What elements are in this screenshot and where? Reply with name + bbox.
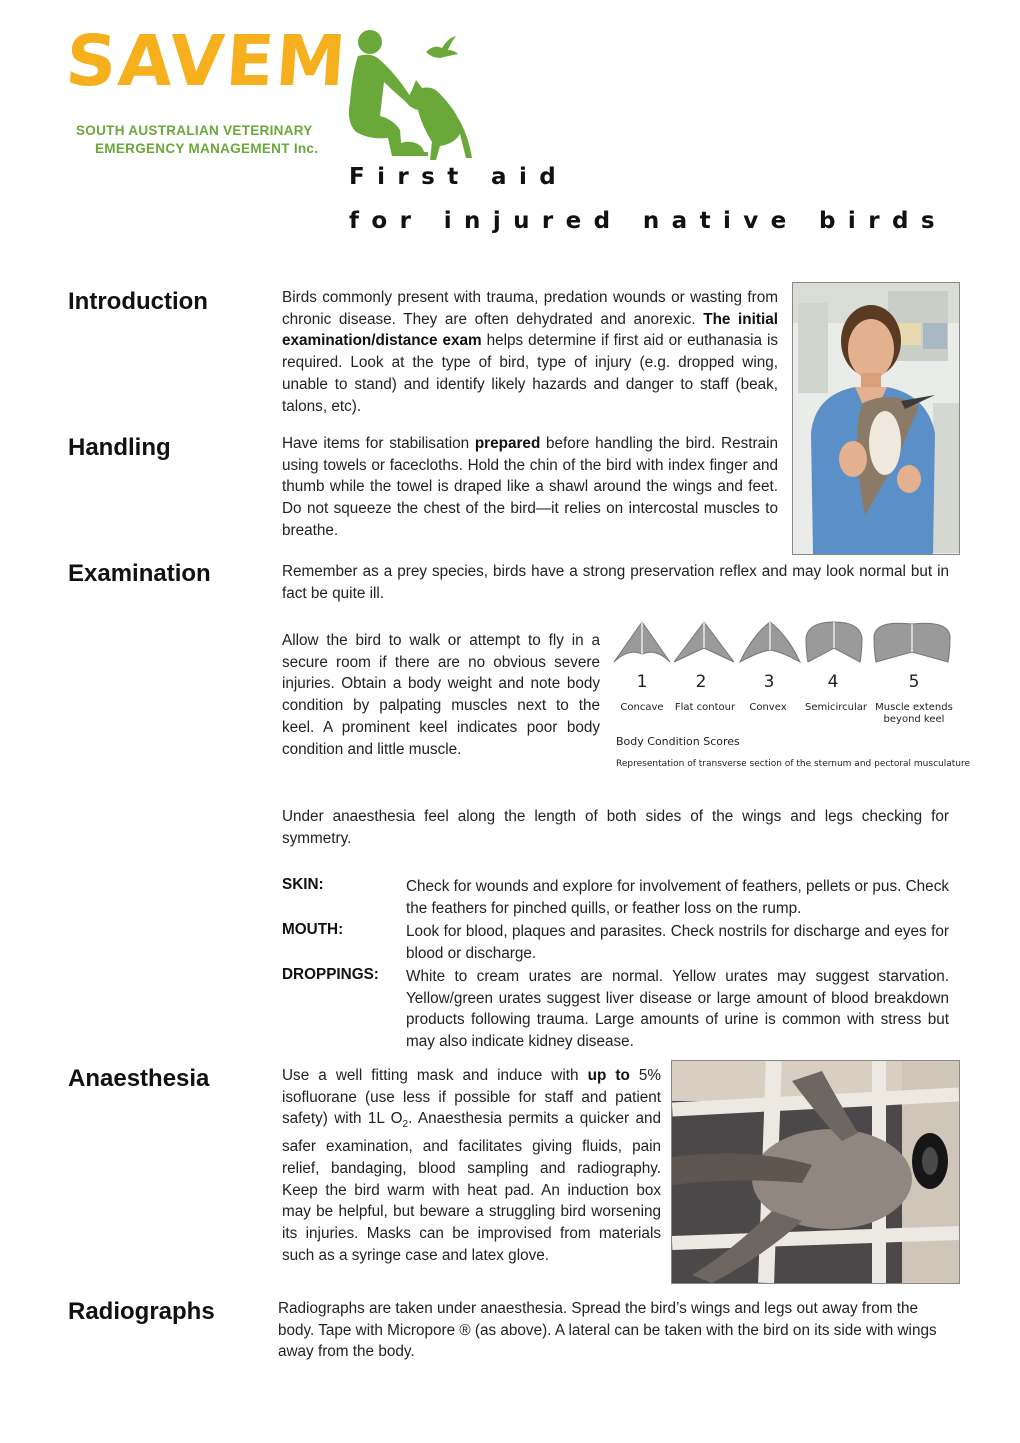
examination-para-1: Remember as a prey species, birds have a strong preservation reflex and may look normal but in fact be quite ill. xyxy=(282,563,949,602)
vet-holding-bird-photo xyxy=(792,282,960,555)
examination-para-3: Under anaesthesia feel along the length of both sides of the wings and legs checking for symmetry. xyxy=(282,808,949,847)
logo-figure-icon xyxy=(326,28,486,160)
anaesthesia-text-sub: 2 xyxy=(402,1119,409,1131)
title-line-1: First aid xyxy=(349,164,569,190)
bcs-label-4: Semicircular xyxy=(804,702,868,713)
check-term-mouth: MOUTH: xyxy=(282,921,344,938)
introduction-text-b: helps determine if first aid or euthanasia is required. Look at the type of bird, type of injury (e.g. dropped wing, unable to stand) and identify likely hazards and danger to staff (beak, talons, etc). xyxy=(282,332,778,415)
logo-subtitle xyxy=(76,122,318,158)
check-term-skin: SKIN: xyxy=(282,876,324,893)
body-condition-figure xyxy=(612,618,971,774)
anaesthetised-bird-photo xyxy=(671,1060,960,1284)
check-text-skin: Check for wounds and explore for involvement of feathers, pellets or pus. Check the feathers for pinched quills, or feather loss on the rump. xyxy=(406,878,949,917)
bcs-label-1: Concave xyxy=(620,702,664,713)
introduction-text-a: Birds commonly present with trauma, predation wounds or wasting from chronic disease. They are often dehydrated and anorexic. xyxy=(282,289,778,328)
anaesthesia-text-bold: up to xyxy=(587,1067,630,1084)
bcs-label-5: Muscle extends beyond keel xyxy=(875,702,953,725)
handling-text-bold: prepared xyxy=(474,435,541,452)
anaesthesia-heading: Anaesthesia xyxy=(68,1065,210,1092)
radiographs-heading: Radiographs xyxy=(68,1298,215,1325)
check-text-mouth: Look for blood, plaques and parasites. Check nostrils for discharge and eyes for blood or discharge. xyxy=(406,923,949,962)
introduction-text xyxy=(282,287,778,417)
anaesthesia-text-b: 5% isofluorane (use less if possible for staff and patient safety) with 1L O xyxy=(282,1067,661,1128)
anaesthesia-photo-illustration xyxy=(672,1061,959,1283)
bcs-figure-title: Body Condition Scores xyxy=(616,735,740,748)
bcs-number-5: 5 xyxy=(908,672,920,692)
logo-subtitle-line2: EMERGENCY MANAGEMENT Inc. xyxy=(95,141,319,156)
title-line-2: for injured native birds xyxy=(349,208,947,234)
introduction-text-bold: The initial examination/distance exam xyxy=(282,310,778,350)
check-term-droppings: DROPPINGS: xyxy=(282,966,379,983)
handling-text xyxy=(282,433,778,542)
bcs-number-4: 4 xyxy=(827,672,839,692)
handling-heading: Handling xyxy=(68,434,171,461)
examination-heading: Examination xyxy=(68,560,211,587)
check-text-droppings: White to cream urates are normal. Yellow urates may suggest starvation. Yellow/green urates suggest liver disease or large amount of blood breakdown products following trauma. Large amounts of urine is common with stress but may also indicate kidney disease. xyxy=(406,968,949,1051)
anaesthesia-text-c: . Anaesthesia permits a quicker and safer examination, and facilitates giving fluids, pain relief, bandaging, blood sampling and radiography. Keep the bird warm with heat pad. An induction box may be helpful, but beware a struggling bird worsening its injuries. Masks can be improvised from materials such as a syringe case and latex glove. xyxy=(282,1110,661,1264)
radiographs-text: Radiographs are taken under anaesthesia. Spread the bird’s wings and legs out away from the body. Tape with Micropore ® (as above). A lateral can be taken with the bird on its side with wings away from the body. xyxy=(278,1300,937,1361)
handling-text-b: before handling the bird. Restrain using towels or facecloths. Hold the chin of the bird with index finger and thumb while the towel is draped like a shawl around the wings and feet. Do not squeeze the chest of the bird—it relies on intercostal muscles to breathe. xyxy=(282,435,778,539)
examination-para-2: Allow the bird to walk or attempt to fly in a secure room if there are no obvious severe injuries. Obtain a body weight and note body condition by palpating muscles next to the keel. A prominent keel indicates poor body condition and little muscle. xyxy=(282,632,600,758)
bcs-label-3: Convex xyxy=(749,702,787,713)
bcs-label-2: Flat contour xyxy=(674,702,736,713)
vet-photo-illustration xyxy=(793,283,959,554)
logo-wordmark: SAVEM xyxy=(63,20,351,102)
logo-subtitle-line1: SOUTH AUSTRALIAN VETERINARY xyxy=(76,123,313,138)
anaesthesia-text xyxy=(282,1065,661,1266)
anaesthesia-text-a: Use a well fitting mask and induce with xyxy=(282,1067,588,1084)
introduction-heading: Introduction xyxy=(68,288,208,315)
bcs-number-2: 2 xyxy=(695,672,707,692)
bcs-figure-caption: Representation of transverse section of the sternum and pectoral musculature xyxy=(616,759,971,769)
bcs-number-3: 3 xyxy=(763,672,775,692)
handling-text-a: Have items for stabilisation xyxy=(282,435,475,452)
bcs-number-1: 1 xyxy=(636,672,648,692)
body-condition-shapes xyxy=(612,618,958,678)
